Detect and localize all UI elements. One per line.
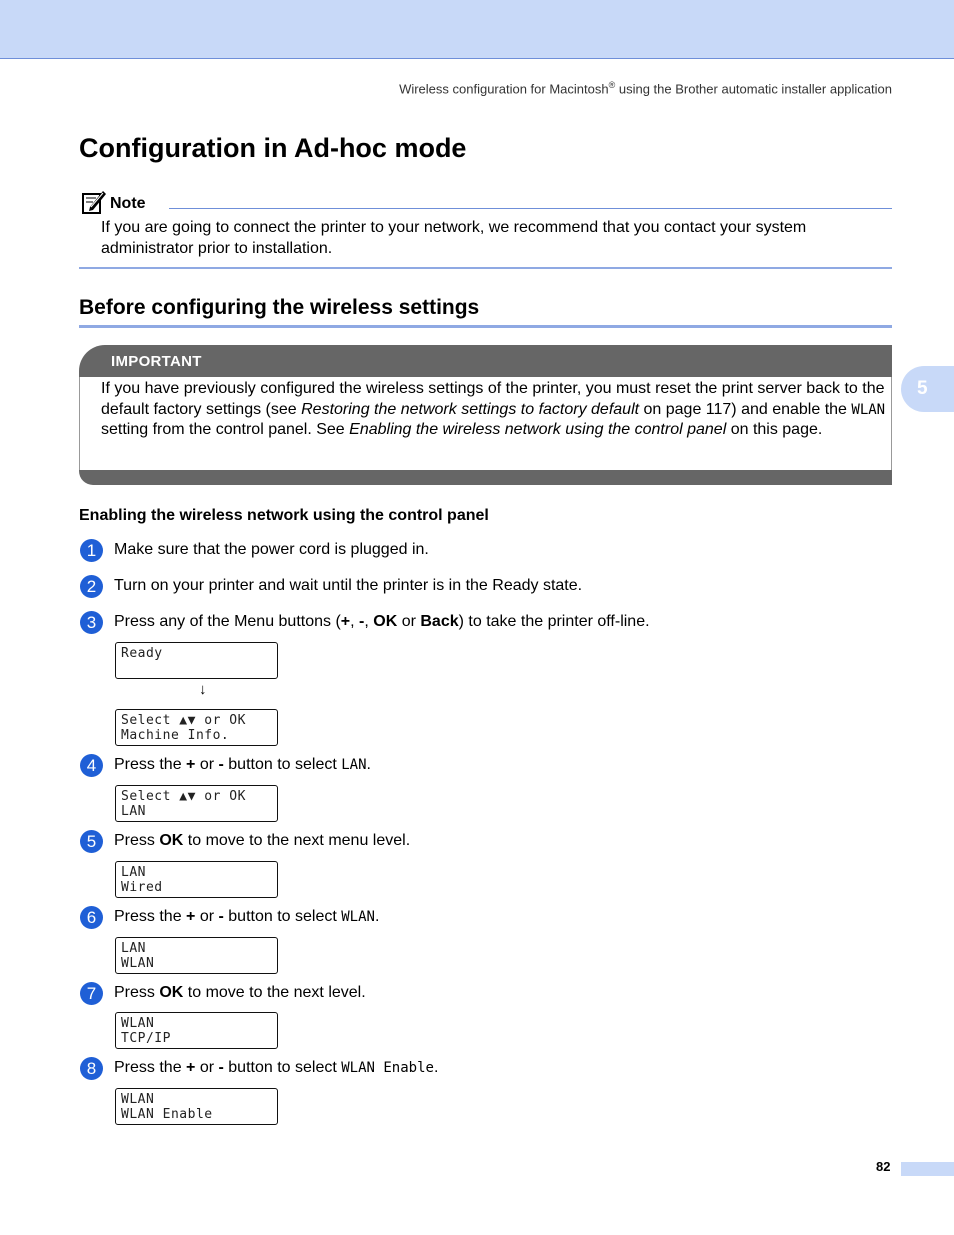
lcd-line-1: Select ▲▼ or OK [121, 789, 246, 804]
lcd-display [115, 1012, 278, 1049]
lcd-line-2: LAN [121, 804, 146, 819]
subsection-title: Enabling the wireless network using the control panel [79, 507, 489, 524]
lcd-line-2: TCP/IP [121, 1031, 171, 1046]
step-number-badge: 1 [80, 539, 103, 562]
chapter-tab: 5 [901, 366, 954, 412]
lcd-line-1: WLAN [121, 1016, 155, 1031]
running-header [399, 80, 892, 96]
important-link-enabling: Enabling the wireless network using the control panel [349, 421, 727, 438]
lcd-display [115, 937, 278, 974]
step-number-badge: 3 [80, 611, 103, 634]
lcd-line-2: WLAN [121, 956, 155, 971]
step-text: Press OK to move to the next level. [114, 984, 366, 1001]
lcd-display [115, 709, 278, 746]
note-bottom-rule [79, 267, 892, 269]
registered-mark: ® [608, 80, 616, 90]
page-number: 82 [876, 1159, 891, 1174]
note-pencil-icon [81, 189, 107, 215]
lcd-line-2: Wired [121, 880, 163, 895]
lcd-display [115, 642, 278, 679]
step-text: Press OK to move to the next menu level. [114, 832, 411, 849]
down-arrow-icon: ↓ [199, 681, 207, 698]
step-number-badge: 8 [80, 1057, 103, 1080]
step-number-badge: 7 [80, 982, 103, 1005]
lcd-line-1: LAN [121, 865, 146, 880]
step-number-badge: 4 [80, 754, 103, 777]
running-header-text: Wireless configuration for Macintosh [399, 81, 609, 97]
step-text: Make sure that the power cord is plugged in. [114, 541, 429, 558]
note-header [81, 189, 892, 215]
lcd-line-1: Select ▲▼ or OK [121, 713, 246, 728]
important-text: If you have previously configured the wireless settings of the printer, you must reset the print server back to the default factory settings (see Restoring the network settings to factory default on page 117) and enable the WLAN setting from the control panel. See Enabling the wireless network using the control panel on this page. [101, 380, 886, 438]
step-number-badge: 6 [80, 906, 103, 929]
step-text: Turn on your printer and wait until the printer is in the Ready state. [114, 577, 583, 594]
top-band [0, 0, 954, 59]
important-label: IMPORTANT [111, 353, 202, 370]
important-header-bar [79, 345, 892, 377]
lcd-line-1: WLAN [121, 1092, 155, 1107]
note-label: Note [110, 195, 146, 212]
lcd-line-2: WLAN Enable [121, 1107, 213, 1122]
important-footer-bar [79, 470, 892, 485]
running-header-text-end: using the Brother automatic installer application [615, 81, 892, 97]
important-link-restoring: Restoring the network settings to factory default [301, 400, 640, 418]
important-code-wlan: WLAN [851, 401, 886, 418]
step-text: Press the + or - button to select WLAN Enable. [114, 1059, 439, 1076]
lcd-display [115, 861, 278, 898]
lcd-line-2: Machine Info. [121, 728, 230, 743]
lcd-display [115, 785, 278, 822]
page-title: Configuration in Ad-hoc mode [79, 133, 467, 163]
step-text: Press the + or - button to select LAN. [114, 756, 371, 773]
step-number-badge: 2 [80, 575, 103, 598]
step-text: Press any of the Menu buttons (+, -, OK or Back) to take the printer off-line. [114, 613, 650, 630]
step-number-badge: 5 [80, 830, 103, 853]
lcd-display [115, 1088, 278, 1125]
lcd-line-1: Ready [121, 646, 163, 661]
page-number-band [901, 1162, 954, 1176]
section-title: Before configuring the wireless settings [79, 296, 480, 319]
section-rule [79, 325, 892, 328]
lcd-line-1: LAN [121, 941, 146, 956]
note-rule [169, 208, 892, 209]
note-text: If you are going to connect the printer to your network, we recommend that you contact your system administrator prior to installation. [101, 219, 807, 257]
step-text: Press the + or - button to select WLAN. [114, 908, 380, 925]
